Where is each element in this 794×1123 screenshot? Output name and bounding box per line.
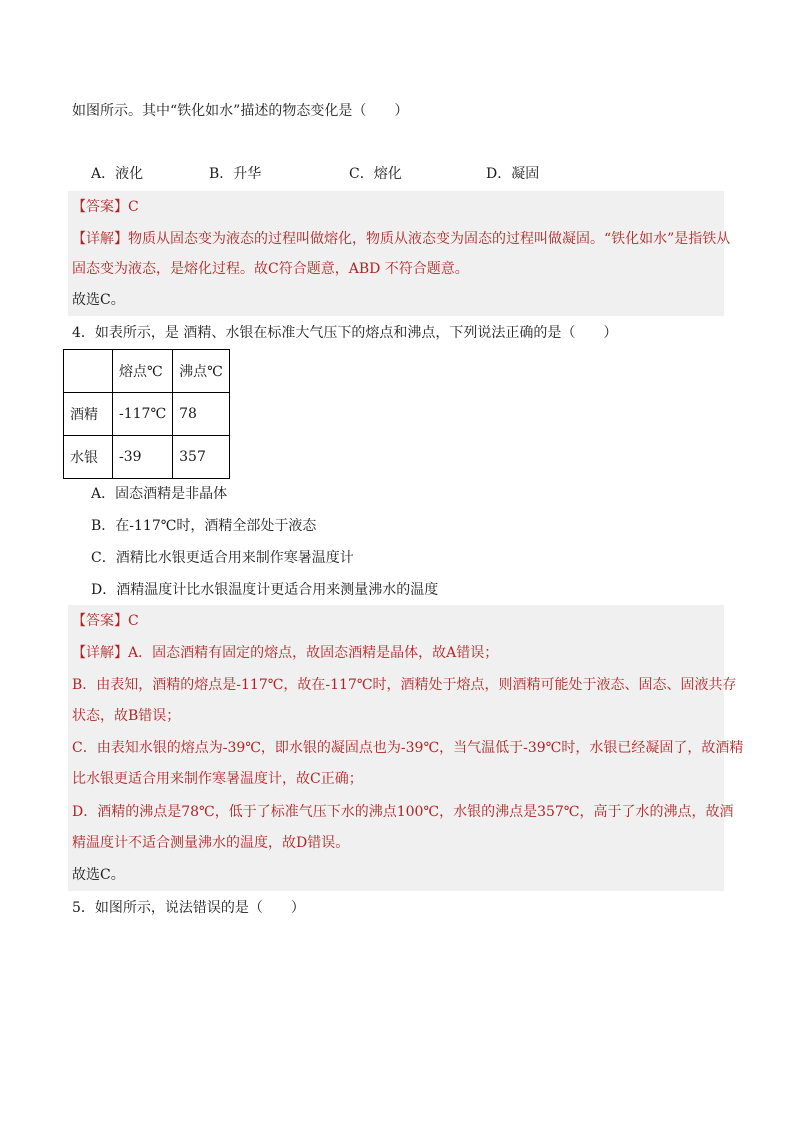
q4-detail-text-1: A．固态酒精有固定的熔点，故固态酒精是晶体，故A错误；: [128, 645, 499, 661]
q3-answer-tag: 【答案】: [72, 199, 128, 215]
table-row: [64, 393, 230, 436]
q4-detail-text-7: 精温度计不适合测量沸水的温度，故D错误。: [72, 835, 350, 851]
q5-stem: 5．如图所示，说法错误的是（ ）: [72, 900, 305, 916]
q3-option-c: C．熔化: [349, 166, 402, 182]
q3-option-a: A．液化: [91, 166, 144, 182]
table-header-melting: 熔点℃: [113, 350, 173, 393]
table-header-empty: [64, 350, 113, 393]
q4-stem: 4．如表所示，是 酒精、水银在标准大气压下的熔点和沸点，下列说法正确的是（ ）: [72, 325, 618, 341]
q3-answer-box: [68, 191, 731, 316]
q4-detail-text-5: 比水银更适合用来制作寒暑温度计，故C正确；: [72, 771, 363, 787]
table-cell-melting: -39: [113, 436, 173, 479]
q4-answer-tag: 【答案】: [72, 613, 128, 629]
table-cell-melting: -117℃: [113, 393, 173, 436]
q3-stem: 如图所示。其中“铁化如水”描述的物态变化是（ ）: [72, 103, 409, 119]
q3-answer-line: [72, 197, 139, 217]
q4-detail-text-4: C．由表知水银的熔点为-39℃，即水银的凝固点也为-39℃，当气温低于-39℃时，水银已经凝固了，故酒精: [72, 740, 744, 756]
table-row: [64, 436, 230, 479]
table-cell-substance: 水银: [64, 436, 113, 479]
q4-option-c: C．酒精比水银更适合用来制作寒暑温度计: [91, 550, 354, 566]
table-cell-substance: 酒精: [64, 393, 113, 436]
q4-option-b: B．在-117℃时，酒精全部处于液态: [91, 518, 317, 534]
table-cell-boiling: 357: [173, 436, 230, 479]
q4-detail-text-2: B．由表知，酒精的熔点是-117℃，故在-117℃时，酒精处于熔点，则酒精可能处于液态、固态、固液共存: [72, 677, 737, 693]
q3-detail-line-1: [72, 229, 730, 249]
q4-answer-value: C: [128, 613, 139, 629]
q3-option-b: B．升华: [209, 166, 262, 182]
q3-detail-tag: 【详解】: [72, 231, 128, 247]
q4-option-a: A．固态酒精是非晶体: [91, 486, 228, 502]
q4-detail-line-1: [72, 643, 498, 663]
table-header-boiling: 沸点℃: [173, 350, 230, 393]
q4-answer-box: [68, 605, 744, 891]
table-cell-boiling: 78: [173, 393, 230, 436]
table-header-row: [64, 350, 230, 393]
q3-option-d: D．凝固: [486, 166, 540, 182]
q3-detail-text-1: 物质从固态变为液态的过程叫做熔化，物质从液态变为固态的过程叫做凝固。“铁化如水”是指铁从: [128, 231, 731, 247]
q3-answer-value: C: [128, 199, 139, 215]
q4-conclusion: 故选C。: [72, 867, 125, 883]
q3-conclusion: 故选C。: [72, 292, 125, 308]
q4-option-d: D．酒精温度计比水银温度计更适合用来测量沸水的温度: [91, 582, 439, 598]
q4-detail-tag: 【详解】: [72, 645, 128, 661]
q3-detail-text-2: 固态变为液态，是熔化过程。故C符合题意，ABD 不符合题意。: [72, 261, 469, 277]
q4-answer-line: [72, 611, 139, 631]
melting-boiling-table: [63, 349, 230, 479]
q4-detail-text-3: 状态，故B错误；: [72, 708, 181, 724]
q4-detail-text-6: D．酒精的沸点是78℃，低于了标准气压下水的沸点100℃，水银的沸点是357℃，高于了水的沸点，故酒: [72, 804, 734, 820]
